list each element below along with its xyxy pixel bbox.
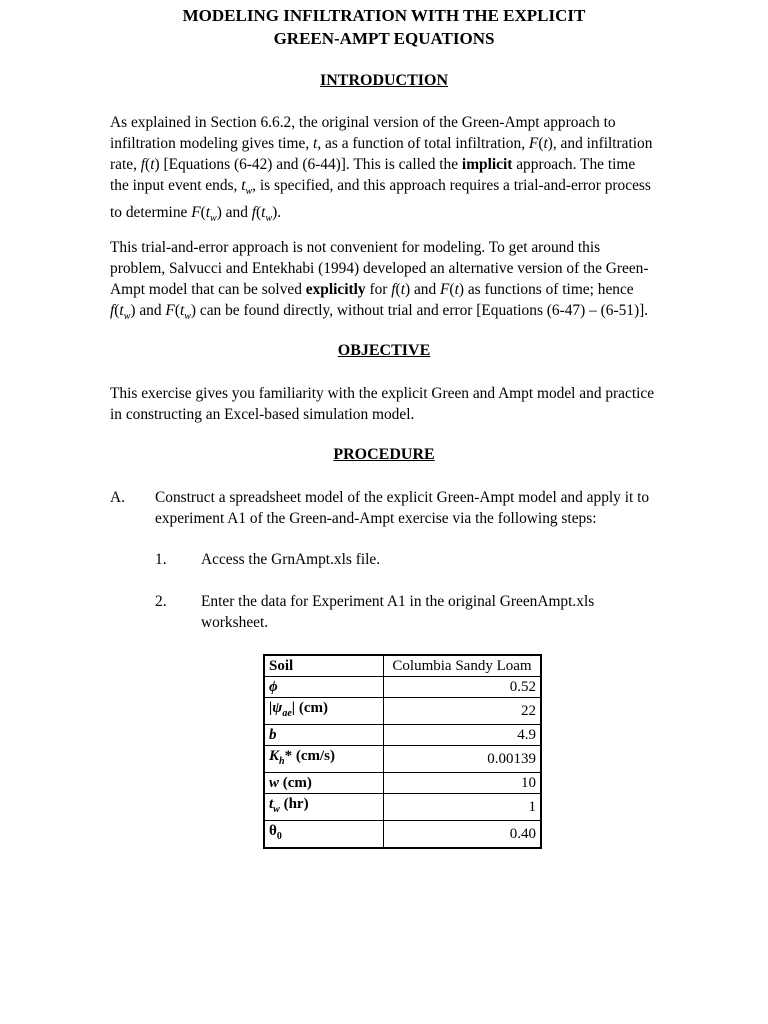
- objective-paragraph: This exercise gives you familiarity with the explicit Green and Ampt model and practice in constructing an Excel-based simulation model.: [110, 385, 655, 423]
- procedure-a-label: A.: [110, 489, 125, 506]
- document-title: [0, 4, 768, 50]
- title-line-2: GREEN-AMPT EQUATIONS: [273, 29, 495, 48]
- intro-paragraph-2: This trial-and-error approach is not convenient for modeling. To get around this problem, Salvucci and Entekhabi (1994) developed an alternative version of the Green-Ampt model that can be solved explicitly for f(t) and F(t) as functions of time; hence $f(t_w)$ and $F(t_w)$ can be found directly, without trial and error [Equations (6-47) – (6-51)].: [110, 239, 649, 323]
- param-cell-b: b: [264, 725, 384, 746]
- table-row: [264, 725, 541, 746]
- header-value-cell: Columbia Sandy Loam: [384, 655, 542, 677]
- value-cell: 10: [384, 773, 542, 794]
- value-cell: 1: [384, 794, 542, 821]
- value-cell: 0.00139: [384, 746, 542, 773]
- value-cell: 4.9: [384, 725, 542, 746]
- procedure-a-text: Construct a spreadsheet model of the explicit Green-Ampt model and apply it to experiment A1 of the Green-and-Ampt exercise via the following steps:: [155, 489, 650, 527]
- soil-parameters-table: [263, 654, 542, 849]
- table-row: [264, 773, 541, 794]
- objective-heading: OBJECTIVE: [337, 342, 431, 359]
- table-row: [264, 698, 541, 725]
- table-row: [264, 794, 541, 821]
- param-cell-tw: $t_w$ (hr): [264, 794, 384, 821]
- step-1-label: 1.: [155, 551, 167, 568]
- param-cell-suction-head: $|\psi_{ae}|$ (cm): [264, 698, 384, 725]
- table-row: [264, 746, 541, 773]
- procedure-heading: PROCEDURE: [333, 446, 435, 463]
- param-cell-theta0: $\theta_0$: [264, 821, 384, 849]
- introduction-heading: INTRODUCTION: [319, 72, 448, 89]
- table-row: [264, 677, 541, 698]
- table-row: [264, 821, 541, 849]
- table-header-row: [264, 655, 541, 677]
- step-2-text: Enter the data for Experiment A1 in the original GreenAmpt.xls worksheet.: [201, 593, 595, 631]
- header-key-cell: Soil: [264, 655, 384, 677]
- value-cell: 0.40: [384, 821, 542, 849]
- value-cell: 0.52: [384, 677, 542, 698]
- param-cell-w: w (cm): [264, 773, 384, 794]
- intro-paragraph-1: As explained in Section 6.6.2, the original version of the Green-Ampt approach to infiltration modeling gives time, t, as a function of total infiltration, F(t), and infiltration rate, f(t) [Equations (6-42) and (6-44)]. This is called the implicit approach. The time the input event ends, $t_w$, is specified, and this approach requires a trial-and-error process to determine $F(t_w)$ and $f(t_w)$.: [110, 114, 653, 225]
- value-cell: 22: [384, 698, 542, 725]
- param-cell-conductivity: $K_h*$ (cm/s): [264, 746, 384, 773]
- param-cell-porosity: ϕ: [264, 677, 384, 698]
- title-line-1: MODELING INFILTRATION WITH THE EXPLICIT: [182, 6, 586, 25]
- step-1-text: Access the GrnAmpt.xls file.: [201, 551, 381, 568]
- step-2-label: 2.: [155, 593, 167, 610]
